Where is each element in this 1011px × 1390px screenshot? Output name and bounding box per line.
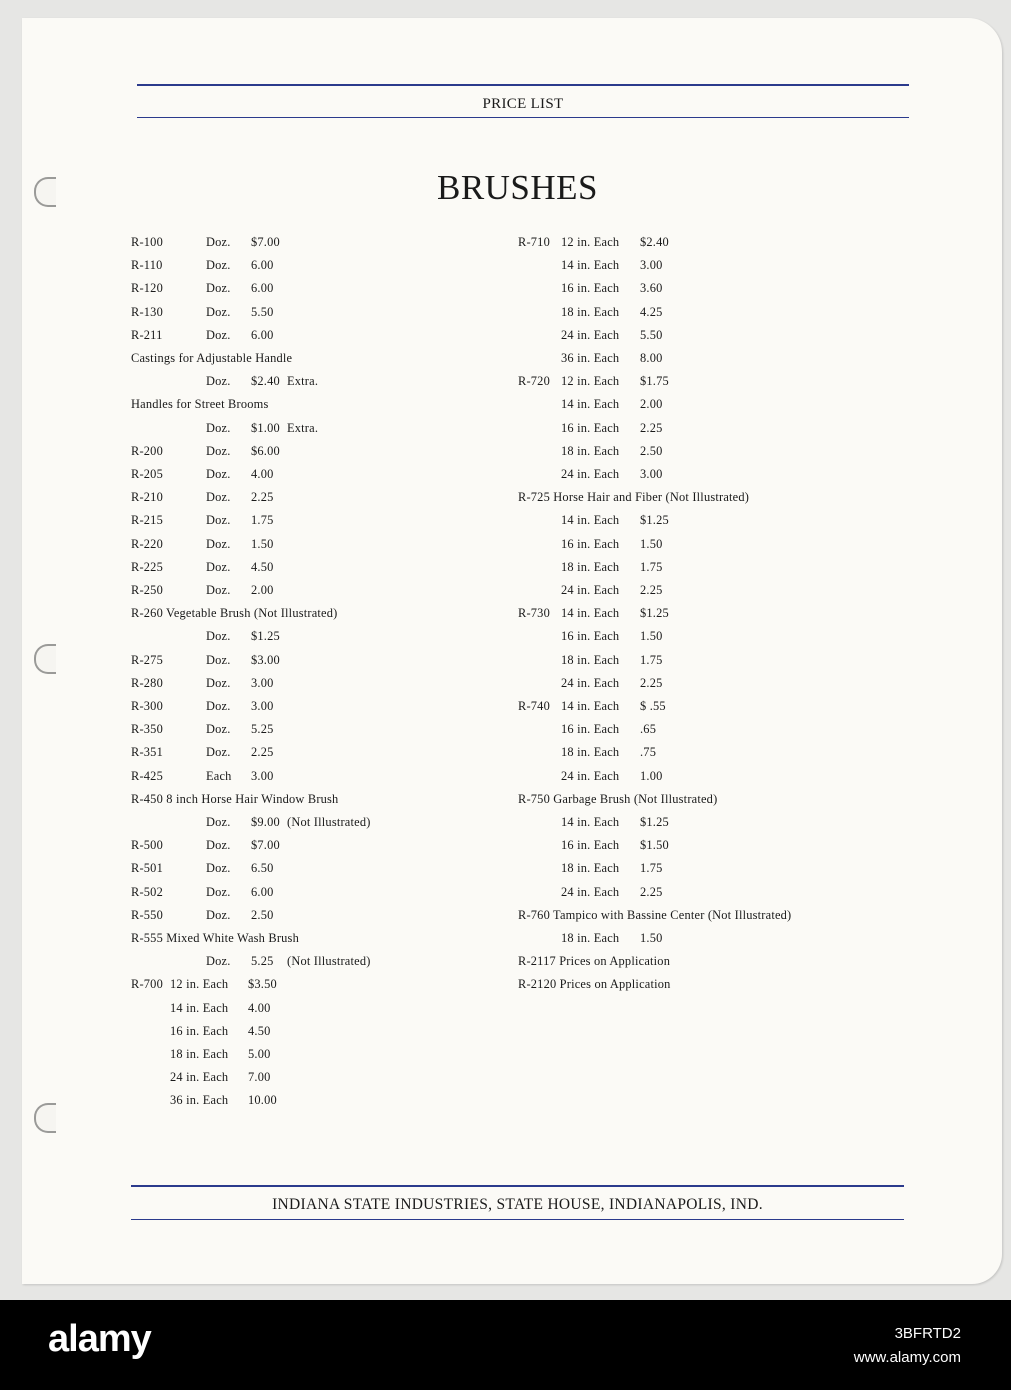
price-row [518,560,878,574]
price-code: R-550 [131,907,163,922]
price-value: $2.40 [640,235,669,249]
price-code: R-110 [131,258,163,273]
price-row [518,838,878,852]
price-value: 2.50 [251,907,274,922]
price-size: 18 in. Each [561,304,620,319]
price-code: R-710 [518,235,550,249]
price-value: 10.00 [248,1093,277,1108]
price-value: 1.00 [640,768,663,783]
price-size: 14 in. Each [561,258,620,273]
price-unit: 36 in. Each [170,1093,229,1108]
price-row [518,885,878,899]
price-unit: Doz. [206,907,231,922]
price-value: 2.25 [640,420,663,435]
price-unit: 18 in. Each [170,1047,229,1061]
price-unit: 12 in. Each [170,977,229,992]
price-row [518,769,878,783]
price-row [131,722,501,736]
price-row [131,444,501,458]
price-row [131,1001,501,1015]
price-code: R-555 Mixed White Wash Brush [131,931,299,945]
price-unit: Each [206,768,232,783]
price-value: 4.00 [248,1000,271,1015]
price-row [131,560,501,574]
footer-rule-bottom [131,1219,904,1220]
price-code: R-200 [131,443,163,458]
alamy-logo: alamy [48,1318,151,1360]
price-value: 2.25 [640,675,663,690]
price-size: 16 in. Each [561,629,620,644]
price-value: $9.00 [251,815,280,829]
price-row [131,490,501,504]
price-code: R-725 Horse Hair and Fiber (Not Illustrated) [518,490,750,505]
price-value: 2.25 [640,884,663,899]
price-row [131,305,501,319]
price-unit: Doz. [206,583,231,597]
price-code: R-250 [131,583,163,597]
price-value: 6.50 [251,861,274,876]
price-value: 3.00 [251,675,274,690]
price-row [518,676,878,690]
price-value: $2.40 [251,374,280,389]
price-value: 7.00 [248,1070,271,1085]
price-value: $ .55 [640,699,666,713]
price-code: R-280 [131,675,163,690]
price-unit: Doz. [206,861,231,876]
price-value: 2.25 [251,490,274,505]
price-value: 3.00 [640,258,663,273]
price-value: 3.60 [640,281,663,296]
price-row [131,281,501,295]
price-value: $1.25 [640,606,669,621]
price-unit: Doz. [206,258,231,273]
price-unit: 24 in. Each [170,1070,229,1085]
price-value: 2.25 [251,745,274,760]
price-size: 14 in. Each [561,606,620,621]
header-rule-top [137,84,909,86]
price-value: 2.00 [251,583,274,597]
price-code: R-2120 Prices on Application [518,977,671,992]
price-size: 14 in. Each [561,397,620,412]
price-size: 18 in. Each [561,652,620,667]
price-row [518,792,878,806]
price-row [518,861,878,875]
price-size: 14 in. Each [561,513,620,528]
price-code: R-2117 Prices on Application [518,954,671,969]
price-value: 6.00 [251,258,274,273]
price-value: 1.75 [640,559,663,574]
price-row [131,374,501,388]
price-row [131,328,501,342]
price-row [131,954,501,968]
price-value: 3.00 [251,699,274,713]
price-row [131,1047,501,1061]
price-value: 1.50 [251,536,274,551]
binder-hole [34,1103,56,1133]
price-unit: Doz. [206,699,231,713]
price-row [518,606,878,620]
price-row [131,1070,501,1084]
price-row [131,258,501,272]
price-row [131,513,501,527]
price-size: 18 in. Each [561,861,620,876]
price-row [518,444,878,458]
price-value: 5.50 [251,304,274,319]
price-row [131,769,501,783]
price-value: $1.00 [251,420,280,435]
price-value: $1.25 [640,513,669,528]
price-unit: Doz. [206,629,231,644]
watermark-url: www.alamy.com [853,1349,961,1366]
price-unit: Doz. [206,884,231,899]
price-row [131,1024,501,1038]
price-size: 24 in. Each [561,327,620,342]
price-row [131,421,501,435]
price-size: 16 in. Each [561,536,620,551]
price-note: (Not Illustrated) [287,954,371,969]
price-row [518,351,878,365]
price-row [131,235,501,249]
price-code: R-502 [131,884,163,899]
price-value: 6.00 [251,884,274,899]
price-unit: Doz. [206,443,231,458]
price-value: 4.50 [248,1023,271,1038]
price-size: 18 in. Each [561,745,620,760]
price-row [518,954,878,968]
price-row [131,931,501,945]
price-unit: 14 in. Each [170,1000,229,1015]
price-value: 2.50 [640,443,663,458]
price-code: R-100 [131,235,163,249]
price-row [518,583,878,597]
price-row [518,281,878,295]
price-size: 18 in. Each [561,931,620,945]
page-title: BRUSHES [436,168,599,207]
price-value: $7.00 [251,235,280,249]
price-row [518,421,878,435]
price-row [131,977,501,991]
price-value: .65 [640,722,657,737]
price-value: 4.50 [251,559,274,574]
price-row [518,305,878,319]
price-row [131,676,501,690]
price-size: 24 in. Each [561,768,620,783]
price-code: R-210 [131,490,163,505]
price-unit: Doz. [206,838,231,853]
header-rule-bottom [137,117,909,118]
price-row [518,629,878,643]
price-unit: Doz. [206,467,231,481]
price-value: 6.00 [251,281,274,296]
price-code: R-425 [131,768,163,783]
price-code: R-450 8 inch Horse Hair Window Brush [131,791,339,806]
price-value: 1.50 [640,931,663,945]
price-row [131,745,501,759]
price-size: 16 in. Each [561,281,620,296]
price-row [131,885,501,899]
price-code: R-205 [131,467,163,481]
price-value: 3.00 [251,768,274,783]
price-code: R-300 [131,699,163,713]
price-row [131,537,501,551]
price-row [131,861,501,875]
price-code: R-350 [131,722,163,737]
price-row [518,397,878,411]
price-unit: Doz. [206,745,231,760]
price-value: 5.25 [251,722,274,737]
price-row [131,606,501,620]
price-row [518,467,878,481]
price-value: 4.25 [640,304,663,319]
price-unit: Doz. [206,815,231,829]
price-size: 12 in. Each [561,374,620,389]
price-note: (Not Illustrated) [287,815,371,829]
price-unit: 16 in. Each [170,1023,229,1038]
price-value: $1.75 [640,374,669,389]
price-code: R-211 [131,327,163,342]
price-size: 24 in. Each [561,884,620,899]
price-row [518,374,878,388]
price-code: R-700 [131,977,163,992]
price-unit: Doz. [206,513,231,528]
price-row [518,490,878,504]
price-row [131,908,501,922]
price-unit: Doz. [206,374,231,389]
price-row [518,258,878,272]
price-code: R-225 [131,559,163,574]
price-code: R-720 [518,374,550,389]
price-value: 5.00 [248,1047,271,1061]
price-code: R-215 [131,513,163,528]
price-value: 8.00 [640,351,663,365]
price-value: 1.75 [251,513,274,528]
price-code: R-500 [131,838,163,853]
image-id: 3BFRTD2 [894,1325,961,1342]
price-unit: Doz. [206,490,231,505]
price-value: $3.50 [248,977,277,992]
price-value: $1.25 [640,815,669,829]
header-title: PRICE LIST [482,96,564,112]
price-value: 1.50 [640,629,663,644]
price-row [131,792,501,806]
price-size: 18 in. Each [561,443,620,458]
price-code: R-750 Garbage Brush (Not Illustrated) [518,791,718,806]
price-row [131,629,501,643]
price-value: 5.25 [251,954,274,969]
price-code: R-220 [131,536,163,551]
price-unit: Doz. [206,652,231,667]
price-value: 5.50 [640,327,663,342]
price-code: Castings for Adjustable Handle [131,351,293,365]
price-code: R-351 [131,745,163,760]
price-unit: Doz. [206,675,231,690]
price-row [131,397,501,411]
price-note: Extra. [287,420,319,435]
price-code: R-730 [518,606,550,621]
price-value: 2.00 [640,397,663,412]
price-size: 24 in. Each [561,467,620,481]
price-value: 1.75 [640,861,663,876]
price-size: 18 in. Each [561,559,620,574]
price-value: 3.00 [640,467,663,481]
price-row [518,537,878,551]
price-code: R-501 [131,861,163,876]
binder-hole [34,644,56,674]
price-row [518,513,878,527]
price-value: $3.00 [251,652,280,667]
price-value: 1.75 [640,652,663,667]
price-row [518,722,878,736]
price-row [131,467,501,481]
price-row [131,699,501,713]
price-code: R-120 [131,281,163,296]
watermark-bar [0,1300,1011,1390]
price-unit: Doz. [206,420,231,435]
price-size: 36 in. Each [561,351,620,365]
price-code: R-760 Tampico with Bassine Center (Not Illustrated) [518,907,792,922]
price-value: $7.00 [251,838,280,853]
price-size: 24 in. Each [561,675,620,690]
price-row [131,815,501,829]
price-row [131,1093,501,1107]
price-row [518,977,878,991]
price-row [518,328,878,342]
price-row [131,838,501,852]
price-row [518,699,878,713]
price-unit: Doz. [206,327,231,342]
price-unit: Doz. [206,559,231,574]
price-note: Extra. [287,374,319,389]
price-value: 4.00 [251,467,274,481]
price-row [518,908,878,922]
price-value: 6.00 [251,327,274,342]
price-code: R-130 [131,304,163,319]
footer-rule-top [131,1185,904,1187]
price-size: 14 in. Each [561,699,620,713]
price-size: 16 in. Each [561,838,620,853]
price-row [131,653,501,667]
price-row [518,745,878,759]
price-value: 2.25 [640,583,663,597]
price-row [518,815,878,829]
price-code: R-260 Vegetable Brush (Not Illustrated) [131,606,338,621]
price-value: $1.50 [640,838,669,853]
price-row [131,583,501,597]
price-unit: Doz. [206,235,231,249]
price-size: 12 in. Each [561,235,620,249]
price-value: .75 [640,745,657,760]
price-code: R-740 [518,699,550,713]
price-value: 1.50 [640,536,663,551]
price-unit: Doz. [206,536,231,551]
price-unit: Doz. [206,304,231,319]
price-code: R-275 [131,652,163,667]
price-size: 14 in. Each [561,815,620,829]
price-row [518,653,878,667]
price-size: 16 in. Each [561,420,620,435]
price-row [518,931,878,945]
price-unit: Doz. [206,722,231,737]
price-row [518,235,878,249]
price-unit: Doz. [206,281,231,296]
price-row [131,351,501,365]
footer-text: INDIANA STATE INDUSTRIES, STATE HOUSE, INDIANAPOLIS, IND. [272,1196,763,1213]
price-value: $1.25 [251,629,280,644]
price-unit: Doz. [206,954,231,969]
price-code: Handles for Street Brooms [131,397,269,412]
price-size: 24 in. Each [561,583,620,597]
price-size: 16 in. Each [561,722,620,737]
price-value: $6.00 [251,443,280,458]
